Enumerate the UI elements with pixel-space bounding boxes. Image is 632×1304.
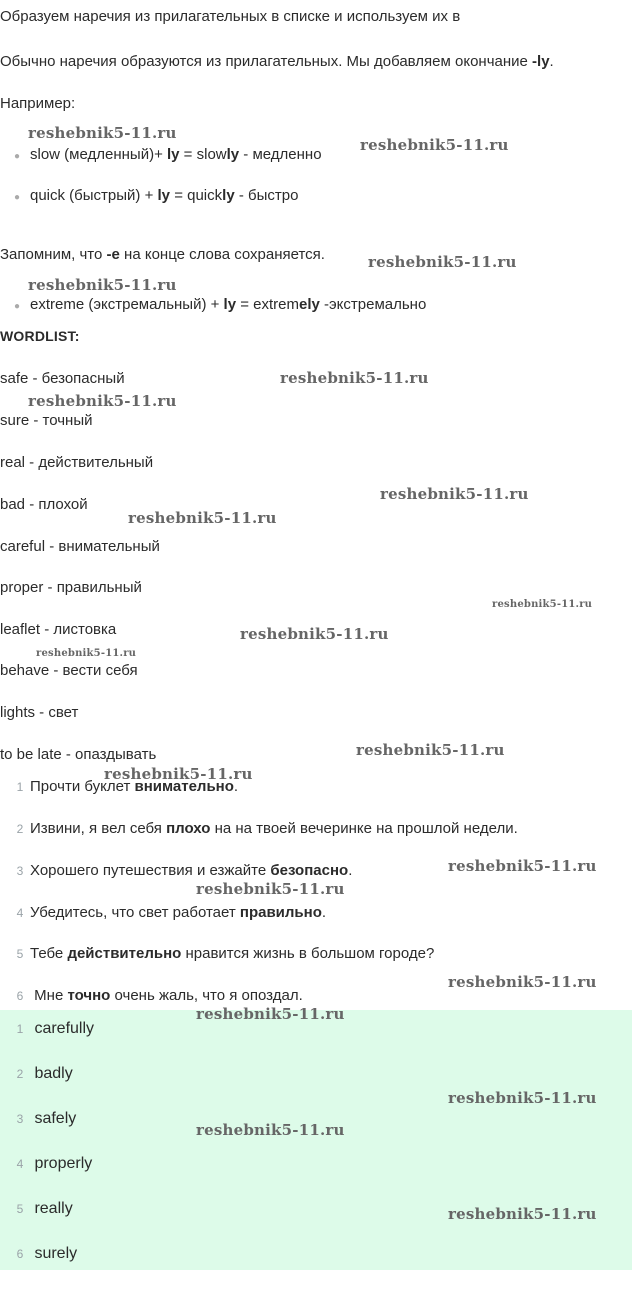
watermark: reshebnik5-11.ru <box>196 880 345 898</box>
wordlist-item: to be late - опаздывать <box>0 746 157 763</box>
watermark: reshebnik5-11.ru <box>492 599 593 610</box>
watermark: reshebnik5-11.ru <box>36 648 137 659</box>
watermark: reshebnik5-11.ru <box>280 369 429 387</box>
answer-item: 5 really <box>16 1200 73 1217</box>
watermark: reshebnik5-11.ru <box>448 973 597 991</box>
watermark: reshebnik5-11.ru <box>28 276 177 294</box>
wordlist-item: leaflet - листовка <box>0 621 117 638</box>
watermark: reshebnik5-11.ru <box>28 124 177 142</box>
list-item: ● quick (быстрый) + ly = quickly - быстро <box>14 187 298 207</box>
answer-block <box>0 1010 632 1270</box>
watermark: reshebnik5-11.ru <box>448 1089 597 1107</box>
answer-item: 3 safely <box>16 1110 77 1127</box>
wordlist-item: sure - точный <box>0 412 93 429</box>
wordlist-item: behave - вести себя <box>0 662 138 679</box>
rule-text: Обычно наречия образуются из прилагательных. Мы добавляем окончание -ly. <box>0 53 554 70</box>
watermark: reshebnik5-11.ru <box>380 485 529 503</box>
task-title: Образуем наречия из прилагательных в списке и используем их в <box>0 8 461 25</box>
list-item: 3 Хорошего путешествия и езжайте безопасно. <box>16 862 353 879</box>
watermark: reshebnik5-11.ru <box>28 392 177 410</box>
wordlist-item: lights - свет <box>0 704 79 721</box>
wordlist-item: bad - плохой <box>0 496 88 513</box>
watermark: reshebnik5-11.ru <box>360 136 509 154</box>
list-item: 4 Убедитесь, что свет работает правильно. <box>16 904 327 921</box>
example-label: Например: <box>0 95 76 112</box>
list-item: ● extreme (экстремальный) + ly = extremely -экстремально <box>14 296 426 316</box>
list-item: 5 Тебе действительно нравится жизнь в большом городе? <box>16 945 435 962</box>
wordlist-item: real - действительный <box>0 454 154 471</box>
watermark: reshebnik5-11.ru <box>196 1121 345 1139</box>
answer-item: 6 surely <box>16 1245 78 1262</box>
note-text: Запомним, что -e на конце слова сохраняется. <box>0 246 325 263</box>
answer-item: 1 carefully <box>16 1020 95 1037</box>
watermark: reshebnik5-11.ru <box>240 625 389 643</box>
wordlist-item: safe - безопасный <box>0 370 125 387</box>
wordlist-item: careful - внимательный <box>0 538 160 555</box>
watermark: reshebnik5-11.ru <box>368 253 517 271</box>
bullet-icon: ● <box>14 151 21 162</box>
bullet-icon: ● <box>14 301 21 312</box>
watermark: reshebnik5-11.ru <box>448 1205 597 1223</box>
list-item: 6 Мне точно очень жаль, что я опоздал. <box>16 987 303 1004</box>
list-item: 1 Прочти буклет внимательно. <box>16 778 239 795</box>
list-item: ● slow (медленный)+ ly = slowly - медленно <box>14 146 322 166</box>
list-item: 2 Извини, я вел себя плохо на на твоей вечеринке на прошлой недели. <box>16 820 518 837</box>
answer-item: 4 properly <box>16 1155 93 1172</box>
wordlist-heading: WORDLIST: <box>0 328 80 344</box>
wordlist-item: proper - правильный <box>0 579 142 596</box>
answer-item: 2 badly <box>16 1065 73 1082</box>
watermark: reshebnik5-11.ru <box>196 1005 345 1023</box>
watermark: reshebnik5-11.ru <box>104 765 253 783</box>
watermark: reshebnik5-11.ru <box>128 509 277 527</box>
watermark: reshebnik5-11.ru <box>448 857 597 875</box>
bullet-icon: ● <box>14 192 21 203</box>
watermark: reshebnik5-11.ru <box>356 741 505 759</box>
